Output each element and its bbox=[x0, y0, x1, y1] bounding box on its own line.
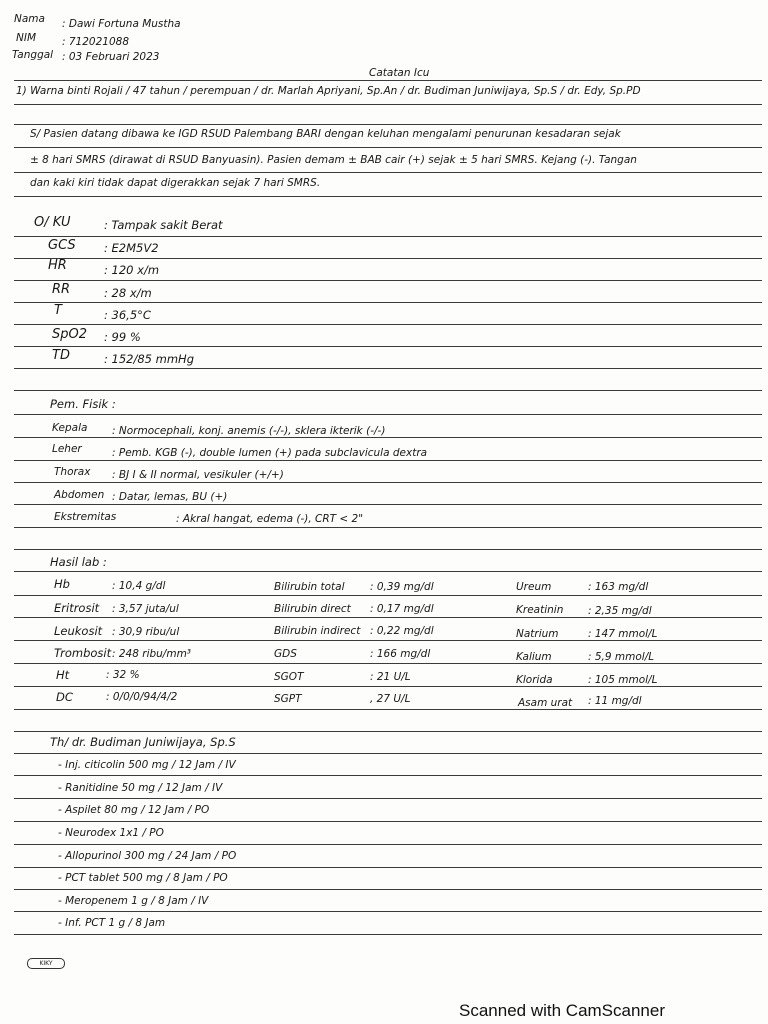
ruled-line bbox=[14, 527, 762, 528]
lab-value: : 3,57 juta/ul bbox=[112, 603, 179, 615]
ruled-line bbox=[14, 617, 762, 618]
lab-label: SGPT bbox=[274, 693, 302, 705]
lab-value: : 21 U/L bbox=[370, 671, 411, 683]
ruled-line bbox=[14, 775, 762, 776]
vital-label: T bbox=[54, 303, 62, 318]
ruled-line bbox=[14, 368, 762, 369]
vital-value: : Tampak sakit Berat bbox=[104, 218, 223, 232]
lab-value: , 27 U/L bbox=[370, 693, 411, 705]
exam-value: : Pemb. KGB (-), double lumen (+) pada subclavicula dextra bbox=[112, 447, 428, 459]
lab-value: : 10,4 g/dl bbox=[112, 580, 166, 592]
lab-label: Bilirubin direct bbox=[274, 603, 351, 615]
lab-label: Kalium bbox=[516, 651, 552, 663]
ruled-line bbox=[14, 686, 762, 687]
ruled-line bbox=[14, 258, 762, 259]
ruled-line bbox=[14, 390, 762, 391]
vital-label: O/ KU bbox=[34, 215, 71, 230]
lab-label: Trombosit bbox=[54, 646, 112, 660]
ruled-line bbox=[14, 104, 762, 105]
physical-exam-title: Pem. Fisik : bbox=[50, 397, 116, 411]
subjective-line-3: dan kaki kiri tidak dapat digerakkan sejak 7 hari SMRS. bbox=[30, 177, 321, 189]
lab-label: Kreatinin bbox=[516, 604, 564, 616]
ruled-line bbox=[14, 414, 762, 415]
lab-label: SGOT bbox=[274, 671, 304, 683]
tanggal-label: Tanggal bbox=[12, 49, 54, 61]
exam-label: Kepala bbox=[52, 422, 88, 434]
lab-value: : 163 mg/dl bbox=[588, 581, 649, 593]
ruled-line bbox=[14, 437, 762, 438]
ruled-line bbox=[14, 753, 762, 754]
exam-label: Leher bbox=[52, 443, 82, 455]
lab-value: : 0,17 mg/dl bbox=[370, 603, 434, 615]
vital-value: : 152/85 mmHg bbox=[104, 352, 194, 366]
lab-label: Asam urat bbox=[518, 697, 573, 709]
therapy-item: - Allopurinol 300 mg / 24 Jam / PO bbox=[58, 850, 237, 862]
subjective-line-1: S/ Pasien datang dibawa ke IGD RSUD Palembang BARI dengan keluhan mengalami penurunan kesadaran sejak bbox=[30, 128, 621, 140]
vital-label: HR bbox=[48, 258, 67, 273]
vital-value: : 120 x/m bbox=[104, 263, 160, 277]
exam-label: Ekstremitas bbox=[54, 511, 117, 523]
lab-value: : 0,22 mg/dl bbox=[370, 625, 434, 637]
ruled-line bbox=[14, 147, 762, 148]
ruled-line bbox=[14, 346, 762, 347]
vital-label: GCS bbox=[48, 238, 76, 253]
paper-brand-logo: KIKY bbox=[27, 958, 65, 969]
ruled-line bbox=[14, 549, 762, 550]
scanner-watermark: Scanned with CamScanner bbox=[459, 1001, 666, 1020]
vital-label: TD bbox=[52, 348, 70, 363]
therapy-item: - Inf. PCT 1 g / 8 Jam bbox=[58, 917, 166, 929]
ruled-line bbox=[14, 302, 762, 303]
therapy-item: - Inj. citicolin 500 mg / 12 Jam / IV bbox=[58, 759, 236, 771]
vital-label: SpO2 bbox=[52, 327, 88, 342]
exam-value: : Akral hangat, edema (-), CRT < 2" bbox=[176, 513, 364, 525]
exam-label: Abdomen bbox=[54, 489, 105, 501]
ruled-line bbox=[14, 324, 762, 325]
ruled-line bbox=[14, 124, 762, 125]
patient-identity-line: 1) Warna binti Rojali / 47 tahun / perempuan / dr. Marlah Apriyani, Sp.An / dr. Budiman Juniwijaya, Sp.S / dr. Edy, Sp.PD bbox=[16, 85, 641, 97]
ruled-line bbox=[14, 280, 762, 281]
lab-label: Bilirubin indirect bbox=[274, 625, 361, 637]
therapy-item: - PCT tablet 500 mg / 8 Jam / PO bbox=[58, 872, 228, 884]
ruled-line bbox=[14, 889, 762, 890]
lab-value: : 2,35 mg/dl bbox=[588, 605, 652, 617]
ruled-line bbox=[14, 460, 762, 461]
therapy-item: - Ranitidine 50 mg / 12 Jam / IV bbox=[58, 782, 223, 794]
exam-value: : BJ I & II normal, vesikuler (+/+) bbox=[112, 469, 284, 481]
lab-value: : 105 mmol/L bbox=[588, 674, 658, 686]
exam-label: Thorax bbox=[54, 466, 91, 478]
ruled-line bbox=[14, 504, 762, 505]
lab-label: DC bbox=[56, 690, 73, 704]
vital-value: : 36,5°C bbox=[104, 308, 151, 322]
ruled-line bbox=[14, 844, 762, 845]
lab-label: Hb bbox=[54, 577, 70, 591]
ruled-line bbox=[14, 911, 762, 912]
lab-value: : 147 mmol/L bbox=[588, 628, 658, 640]
lab-value: : 0,39 mg/dl bbox=[370, 581, 434, 593]
lab-label: Ureum bbox=[516, 581, 552, 593]
lab-value: : 166 mg/dl bbox=[370, 648, 431, 660]
vital-label: RR bbox=[52, 282, 71, 297]
ruled-line bbox=[14, 709, 762, 710]
lab-value: : 248 ribu/mm³ bbox=[112, 648, 192, 660]
therapy-item: - Meropenem 1 g / 8 Jam / IV bbox=[58, 895, 209, 907]
lab-label: GDS bbox=[274, 648, 297, 660]
lab-value: : 0/0/0/94/4/2 bbox=[106, 691, 178, 703]
lab-value: : 11 mg/dl bbox=[588, 695, 642, 707]
ruled-line bbox=[14, 236, 762, 237]
subjective-line-2: ± 8 hari SMRS (dirawat di RSUD Banyuasin). Pasien demam ± BAB cair (+) sejak ± 5 hari SMRS. Kejang (-). Tangan bbox=[30, 154, 637, 166]
ruled-line bbox=[14, 798, 762, 799]
nim-value: : 712021088 bbox=[62, 36, 129, 48]
lab-label: Ht bbox=[56, 668, 70, 682]
ruled-line bbox=[14, 482, 762, 483]
ruled-line bbox=[14, 571, 762, 572]
lab-label: Eritrosit bbox=[54, 601, 100, 615]
vital-value: : 28 x/m bbox=[104, 286, 152, 300]
vital-value: : 99 % bbox=[104, 330, 141, 344]
ruled-line bbox=[14, 821, 762, 822]
ruled-line bbox=[14, 663, 762, 664]
lab-label: Klorida bbox=[516, 674, 553, 686]
lab-results-title: Hasil lab : bbox=[50, 555, 107, 569]
lab-value: : 30,9 ribu/ul bbox=[112, 626, 180, 638]
lab-value: : 5,9 mmol/L bbox=[588, 651, 655, 663]
nim-label: NIM bbox=[16, 32, 37, 44]
ruled-line bbox=[14, 595, 762, 596]
therapy-item: - Aspilet 80 mg / 12 Jam / PO bbox=[58, 804, 210, 816]
ruled-line bbox=[14, 867, 762, 868]
vital-value: : E2M5V2 bbox=[104, 241, 159, 255]
therapy-item: - Neurodex 1x1 / PO bbox=[58, 827, 164, 839]
document-title: Catatan Icu bbox=[369, 67, 430, 79]
ruled-line bbox=[14, 196, 762, 197]
exam-value: : Datar, lemas, BU (+) bbox=[112, 491, 228, 503]
nama-label: Nama bbox=[14, 13, 45, 25]
lab-value: : 32 % bbox=[106, 669, 140, 681]
ruled-line bbox=[14, 934, 762, 935]
ruled-line bbox=[14, 640, 762, 641]
ruled-line bbox=[14, 731, 762, 732]
lab-label: Leukosit bbox=[54, 624, 103, 638]
ruled-line bbox=[14, 80, 762, 81]
lab-label: Bilirubin total bbox=[274, 581, 345, 593]
exam-value: : Normocephali, konj. anemis (-/-), sklera ikterik (-/-) bbox=[112, 425, 386, 437]
nama-value: : Dawi Fortuna Mustha bbox=[62, 18, 181, 30]
tanggal-value: : 03 Februari 2023 bbox=[62, 51, 160, 63]
ruled-line bbox=[14, 172, 762, 173]
therapy-title: Th/ dr. Budiman Juniwijaya, Sp.S bbox=[50, 735, 236, 749]
lab-label: Natrium bbox=[516, 628, 559, 640]
